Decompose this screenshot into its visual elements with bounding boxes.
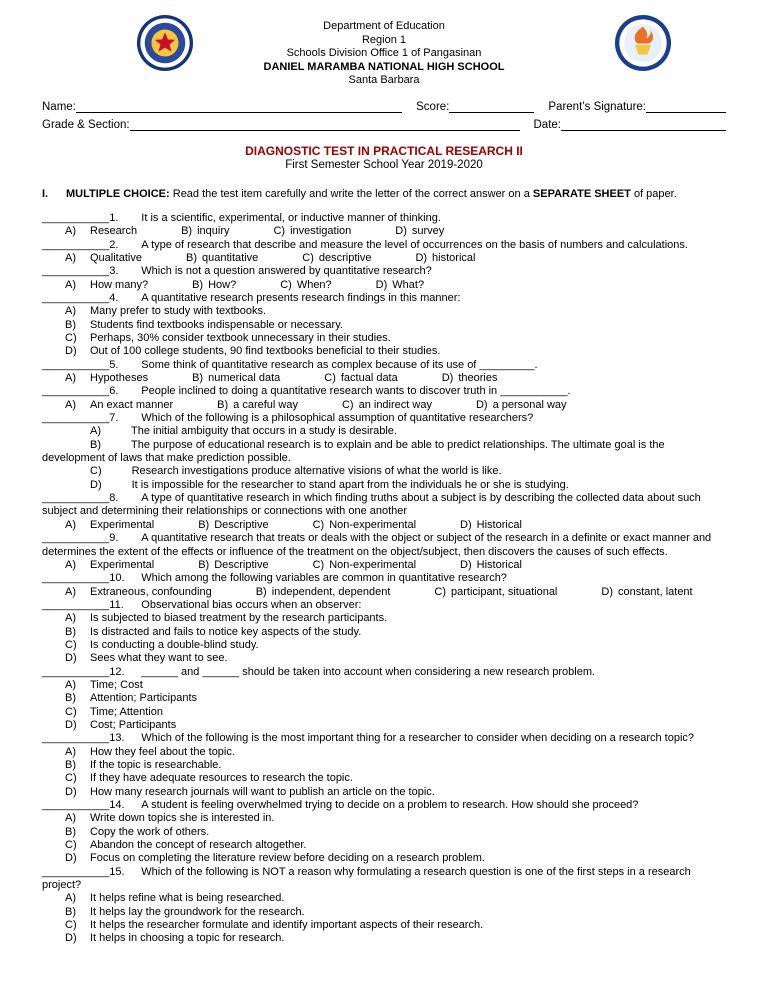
option-A (65, 559, 154, 571)
option-letter: D) (65, 932, 77, 945)
question-text: A quantitative research that treats or deals with the object or subject of the research in a definite or exact manner and determines the extent of the effects or influence of the treatment on the object/subject, then discovers the causes of such effects. (42, 532, 712, 558)
option-B (42, 626, 726, 639)
question-stem (42, 572, 726, 585)
option-text: participant, situational (450, 585, 558, 598)
question-text: People inclined to doing a quantitative research wants to discover truth in ___________. (141, 385, 571, 398)
option-letter: B) (192, 372, 204, 385)
answer-blank: ___________ (42, 412, 110, 425)
option-A (42, 746, 726, 759)
question-stem (42, 666, 726, 679)
option-letter: B) (198, 518, 210, 531)
option-letter: A) (65, 518, 76, 531)
option-letter: D) (475, 398, 488, 411)
header-school-name: DANIEL MARAMBA NATIONAL HIGH SCHOOL (263, 60, 505, 73)
option-A (65, 279, 148, 291)
header-division: Schools Division Office 1 of Pangasinan (286, 47, 482, 59)
question-9 (42, 532, 726, 572)
question-number: 2. (109, 238, 119, 251)
option-text: Experimental (90, 558, 155, 571)
option-text: How many? (90, 278, 149, 291)
question-text: Which is not a question answered by quantitative research? (141, 265, 432, 278)
section-heading: MULTIPLE CHOICE: (66, 187, 170, 200)
date-blank-line (561, 118, 726, 131)
option-letter: A) (65, 585, 76, 598)
option-letter: A) (65, 225, 76, 238)
options-row (42, 586, 726, 599)
option-letter: C) (312, 518, 325, 531)
option-letter: C) (65, 705, 77, 718)
option-D (42, 345, 726, 358)
option-letter: D) (65, 345, 77, 358)
option-B (198, 519, 268, 531)
answer-blank: ___________ (42, 211, 110, 224)
option-text: It helps refine what is being researched. (90, 892, 285, 905)
options-row (42, 252, 726, 265)
name-blank-line (76, 100, 402, 113)
option-D (442, 372, 498, 384)
option-letter: B) (198, 558, 210, 571)
option-text: It helps in choosing a topic for research. (90, 932, 285, 945)
score-label: Score: (416, 100, 450, 113)
question-text: It is a scientific, experimental, or inductive manner of thinking. (141, 211, 441, 224)
option-text: Time; Cost (90, 678, 143, 691)
option-letter: D) (375, 278, 388, 291)
question-stem (42, 239, 726, 252)
question-number: 15. (109, 865, 125, 878)
option-text: Is distracted and fails to notice key aspects of the study. (90, 625, 362, 638)
answer-blank: ___________ (42, 358, 110, 371)
option-text: The purpose of educational research is to explain and be able to predict relationships. The ultimate goal is the development of laws that make prediction possible. (42, 438, 665, 465)
question-5 (42, 359, 726, 386)
option-text: a personal way (492, 398, 567, 411)
option-D (395, 225, 444, 237)
option-letter: B) (65, 625, 76, 638)
option-letter: B) (185, 251, 197, 264)
question-stem (42, 212, 726, 225)
question-number: 1. (109, 211, 119, 224)
option-letter: A) (65, 372, 76, 385)
option-letter: D) (395, 225, 407, 238)
question-stem (42, 866, 726, 893)
options-row (42, 225, 726, 238)
option-text: Perhaps, 30% consider textbook unnecessary in their studies. (90, 332, 391, 344)
option-D (42, 479, 726, 492)
option-letter: D) (90, 478, 102, 491)
answer-blank: ___________ (42, 532, 110, 545)
header-department: Department of Education (323, 20, 445, 32)
option-text: factual data (340, 372, 398, 385)
answer-blank: ___________ (42, 385, 110, 398)
question-2 (42, 239, 726, 266)
option-text: Qualitative (90, 251, 142, 264)
option-D (460, 519, 522, 531)
option-text: independent, dependent (271, 585, 391, 598)
option-A (65, 399, 173, 411)
header-location: Santa Barbara (348, 74, 420, 86)
option-letter: D) (441, 372, 454, 385)
answer-blank: ___________ (42, 572, 110, 585)
option-text: historical (432, 251, 476, 264)
option-letter: B) (217, 398, 229, 411)
option-B (192, 372, 280, 384)
option-text: Focus on completing the literature review before deciding on a research problem. (90, 852, 485, 865)
option-letter: A) (65, 251, 76, 264)
option-D (42, 852, 726, 865)
option-text: Cost; Participants (90, 718, 177, 731)
option-text: Attention; Participants (90, 692, 198, 705)
option-B (192, 279, 236, 291)
option-text: Sees what they want to see. (90, 652, 228, 665)
option-D (601, 586, 692, 598)
question-stem (42, 412, 726, 425)
option-text: theories (458, 372, 498, 385)
answer-blank: ___________ (42, 492, 110, 505)
option-letter: D) (415, 251, 428, 264)
option-text: quantitative (201, 251, 259, 264)
option-text: How many research journals will want to publish an article on the topic. (90, 785, 435, 798)
option-letter: B) (65, 759, 76, 771)
question-text: Observational bias occurs when an observer: (141, 598, 362, 611)
option-D (460, 559, 522, 571)
option-letter: B) (65, 905, 76, 918)
option-D (376, 279, 424, 291)
option-letter: C) (434, 585, 446, 598)
option-letter: B) (255, 585, 267, 598)
question-1 (42, 212, 726, 239)
question-7 (42, 412, 726, 492)
instructions-line (42, 188, 726, 201)
question-stem (42, 292, 726, 305)
option-C (273, 225, 351, 237)
question-13 (42, 732, 726, 799)
option-letter: A) (65, 305, 76, 318)
option-text: If the topic is researchable. (90, 759, 222, 771)
options-row (42, 279, 726, 292)
option-text: How? (208, 278, 237, 291)
answer-blank: ___________ (42, 598, 110, 611)
school-seal-logo (614, 14, 672, 72)
answer-blank: ___________ (42, 291, 110, 304)
question-stem (42, 359, 726, 372)
option-D (476, 399, 567, 411)
option-C (313, 559, 416, 571)
option-A (42, 812, 726, 825)
option-letter: D) (601, 585, 613, 598)
option-A (65, 372, 148, 384)
option-text: Non-experimental (329, 558, 417, 571)
option-B (256, 586, 391, 598)
question-12 (42, 666, 726, 733)
parent-signature-label: Parent’s Signature: (548, 100, 646, 113)
option-A (65, 586, 212, 598)
options-row (42, 372, 726, 385)
option-text: constant, latent (618, 585, 693, 598)
option-D (42, 719, 726, 732)
question-text: Some think of quantitative research as complex because of its use of _________. (141, 358, 538, 371)
option-text: Is conducting a double-blind study. (90, 638, 259, 651)
option-letter: D) (65, 652, 77, 665)
answer-blank: ___________ (42, 665, 110, 678)
option-D (42, 932, 726, 945)
question-text: Which of the following is NOT a reason why formulating a research question is one of the first steps in a research project? (42, 865, 691, 892)
option-text: Non-experimental (329, 518, 417, 531)
option-text: Descriptive (214, 518, 269, 531)
option-text: What? (392, 278, 425, 291)
option-letter: D) (65, 718, 77, 731)
option-text: An exact manner (90, 398, 174, 411)
question-15 (42, 866, 726, 946)
option-B (42, 759, 726, 772)
option-letter: C) (65, 919, 77, 932)
option-A (65, 252, 142, 264)
option-text: Descriptive (214, 558, 269, 571)
section-numeral: I. (42, 187, 49, 200)
option-A (42, 305, 726, 318)
question-text: A student is feeling overwhelmed trying to decide on a problem to research. How should she proceed? (141, 799, 639, 812)
option-letter: C) (341, 398, 354, 411)
option-text: Extraneous, confounding (90, 585, 212, 598)
option-text: Hypotheses (90, 372, 149, 385)
question-number: 8. (109, 492, 119, 505)
option-text: Copy the work of others. (90, 825, 210, 838)
options-row (42, 559, 726, 572)
option-C (313, 519, 416, 531)
option-text: Historical (476, 518, 522, 531)
option-B (186, 252, 258, 264)
option-text: It is impossible for the researcher to stand apart from the individuals he or she is studying. (131, 478, 569, 491)
question-8 (42, 492, 726, 532)
option-B (42, 826, 726, 839)
questions-list (42, 212, 726, 946)
option-text: inquiry (197, 225, 230, 238)
test-title: DIAGNOSTIC TEST IN PRACTICAL RESEARCH II (245, 143, 523, 158)
option-letter: A) (65, 278, 76, 291)
question-text: Which among the following variables are common in quantitative research? (141, 572, 507, 585)
option-B (42, 692, 726, 705)
question-stem (42, 799, 726, 812)
option-letter: A) (65, 612, 76, 625)
test-subtitle: First Semester School Year 2019-2020 (285, 159, 483, 171)
parent-signature-blank-line (646, 100, 726, 113)
option-text: Is subjected to biased treatment by the research participants. (90, 612, 388, 625)
option-A (42, 892, 726, 905)
score-blank-line (449, 100, 534, 113)
question-number: 12. (109, 665, 125, 678)
date-label: Date: (533, 118, 561, 131)
option-letter: B) (90, 438, 101, 451)
option-A (65, 519, 154, 531)
option-letter: C) (280, 278, 292, 291)
question-stem (42, 532, 726, 559)
option-text: Research investigations produce alternative visions of what the world is like. (131, 465, 502, 478)
question-text: ______ and ______ should be taken into account when considering a new research problem. (141, 665, 596, 678)
option-letter: C) (312, 558, 325, 571)
option-C (42, 332, 726, 345)
option-B (198, 559, 268, 571)
option-letter: C) (273, 225, 286, 238)
header-region: Region 1 (361, 33, 407, 46)
question-number: 13. (109, 732, 125, 745)
question-text: A quantitative research presents research findings in this manner: (141, 291, 461, 304)
option-C (324, 372, 397, 384)
option-C (42, 919, 726, 932)
option-D (42, 786, 726, 799)
answer-blank: ___________ (42, 265, 110, 278)
question-stem (42, 385, 726, 398)
option-letter: B) (181, 225, 193, 238)
option-letter: A) (65, 812, 76, 825)
option-text: When? (296, 278, 332, 291)
answer-blank: ___________ (42, 865, 110, 878)
question-number: 10. (109, 572, 125, 585)
question-number: 4. (109, 291, 119, 304)
answer-blank: ___________ (42, 799, 110, 812)
option-C (42, 772, 726, 785)
option-text: descriptive (318, 251, 372, 264)
option-letter: D) (460, 558, 472, 571)
option-letter: C) (65, 638, 77, 651)
option-C (302, 252, 371, 264)
option-C (42, 465, 726, 478)
question-text: A type of research that describe and measure the level of occurrences on the basis of numbers and calculations. (141, 238, 688, 251)
grade-section-blank-line (130, 118, 520, 131)
option-text: Write down topics she is interested in. (90, 812, 275, 825)
option-text: Abandon the concept of research altogether. (90, 839, 307, 852)
question-10 (42, 572, 726, 599)
option-letter: C) (65, 839, 77, 852)
option-A (42, 612, 726, 625)
question-stem (42, 265, 726, 278)
options-row (42, 399, 726, 412)
option-A (65, 225, 137, 237)
question-stem (42, 732, 726, 745)
question-number: 6. (109, 385, 119, 398)
option-C (342, 399, 432, 411)
option-letter: B) (65, 318, 76, 331)
option-C (434, 586, 557, 598)
option-B (42, 319, 726, 332)
option-letter: D) (460, 518, 472, 531)
option-B (181, 225, 229, 237)
instructions-text-pre: Read the test item carefully and write the letter of the correct answer on a (172, 187, 530, 200)
instructions-bold-phrase: SEPARATE SHEET (532, 187, 631, 200)
option-text: It helps the researcher formulate and identify important aspects of their research. (90, 919, 484, 932)
option-B (42, 906, 726, 919)
option-text: How they feel about the topic. (90, 745, 235, 758)
question-11 (42, 599, 726, 666)
option-text: Historical (476, 558, 522, 571)
option-text: investigation (290, 225, 352, 238)
option-letter: C) (324, 372, 336, 385)
option-text: Experimental (90, 518, 155, 531)
option-text: If they have adequate resources to research the topic. (90, 772, 353, 785)
option-letter: A) (65, 558, 76, 571)
option-C (42, 639, 726, 652)
name-label: Name: (42, 100, 76, 113)
name-score-row (42, 100, 726, 113)
question-number: 5. (109, 358, 119, 371)
option-C (42, 839, 726, 852)
option-letter: B) (192, 278, 204, 291)
title-block (42, 144, 726, 173)
question-4 (42, 292, 726, 359)
question-number: 7. (109, 412, 119, 425)
question-3 (42, 265, 726, 292)
option-text: The initial ambiguity that occurs in a study is desirable. (131, 425, 397, 438)
option-D (42, 652, 726, 665)
option-text: Out of 100 college students, 90 find textbooks beneficial to their studies. (90, 345, 441, 358)
instructions-text-post: of paper. (633, 187, 677, 200)
option-text: a careful way (233, 398, 298, 411)
option-D (415, 252, 475, 264)
option-C (280, 279, 331, 291)
option-text: numerical data (208, 372, 281, 385)
question-number: 11. (109, 598, 124, 611)
option-C (42, 706, 726, 719)
question-text: A type of quantitative research in which finding truths about a subject is by describing the collected data about such subject and determining their relationships or connections with one another (42, 492, 701, 518)
option-letter: D) (65, 852, 77, 865)
option-text: an indirect way (358, 398, 432, 411)
question-number: 14. (109, 799, 125, 812)
option-letter: B) (65, 692, 76, 705)
question-text: Which of the following is the most important thing for a researcher to consider when deciding on a research topic? (141, 732, 695, 745)
grade-date-row (42, 118, 726, 131)
question-stem (42, 492, 726, 519)
answer-blank: ___________ (42, 238, 110, 251)
option-letter: A) (65, 678, 76, 691)
option-A (42, 679, 726, 692)
deped-seal-logo (136, 14, 194, 72)
answer-blank: ___________ (42, 732, 110, 745)
option-A (42, 425, 726, 438)
option-text: Students find textbooks indispensable or necessary. (90, 318, 343, 331)
options-row (42, 519, 726, 532)
option-text: survey (411, 225, 445, 238)
option-text: It helps lay the groundwork for the research. (90, 905, 305, 918)
option-letter: C) (90, 465, 102, 478)
option-letter: A) (65, 745, 76, 758)
option-letter: C) (65, 772, 77, 785)
option-text: Many prefer to study with textbooks. (90, 305, 267, 318)
option-letter: A) (65, 892, 76, 905)
option-letter: B) (65, 825, 76, 838)
question-6 (42, 385, 726, 412)
option-letter: D) (65, 785, 77, 798)
option-B (217, 399, 298, 411)
option-letter: A) (65, 398, 76, 411)
question-number: 3. (109, 265, 119, 278)
question-text: Which of the following is a philosophical assumption of quantitative researchers? (141, 412, 534, 425)
question-14 (42, 799, 726, 866)
option-letter: C) (65, 332, 77, 344)
option-letter: A) (90, 425, 101, 438)
question-stem (42, 599, 726, 612)
grade-section-label: Grade & Section: (42, 118, 130, 131)
option-text: Research (90, 225, 138, 238)
option-letter: C) (302, 251, 314, 264)
question-number: 9. (109, 532, 119, 545)
option-text: Time; Attention (90, 705, 163, 718)
option-B (42, 439, 726, 466)
